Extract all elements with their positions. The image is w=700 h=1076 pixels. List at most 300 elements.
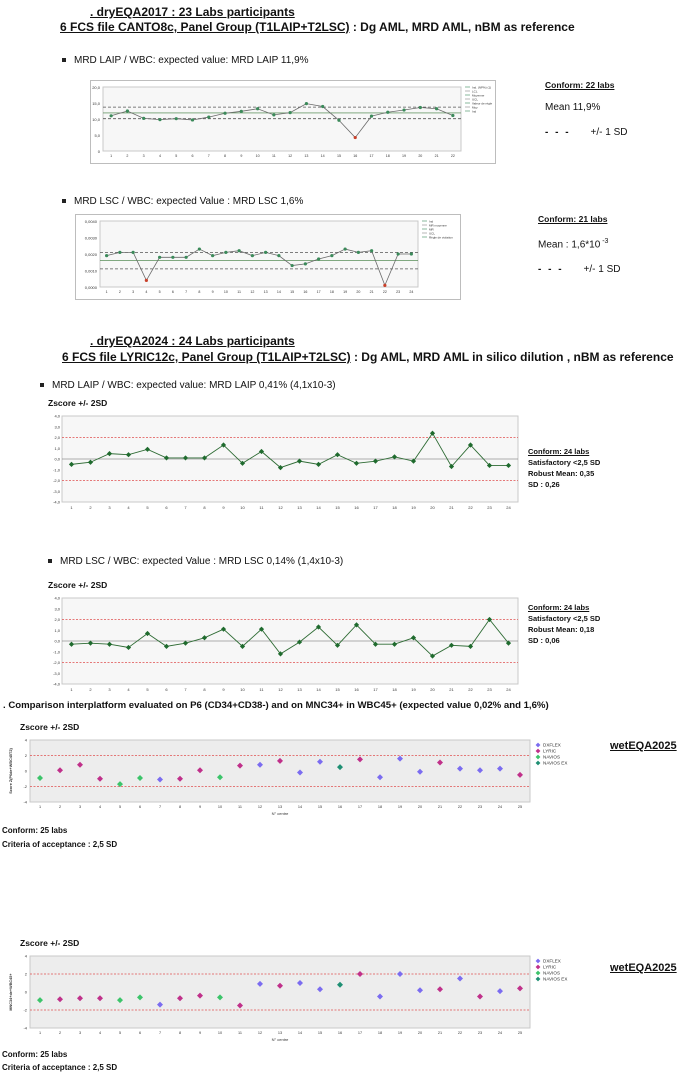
data-point [370,115,373,118]
data-point [145,279,148,282]
x-tick-label: 7 [158,805,162,809]
x-tick-label: 19 [402,154,407,158]
x-tick-label: 14 [320,154,325,158]
x-tick-label: 10 [217,805,223,809]
x-tick-label: 2 [89,505,92,510]
x-tick-label: 13 [297,687,302,692]
x-tick-label: 16 [303,290,308,294]
satisfactory-label: Satisfactory <2,5 SD [528,614,601,623]
x-tick-label: 9 [211,290,214,294]
x-tick-label: 8 [198,290,201,294]
x-tick-label: 25 [517,805,523,809]
x-tick-label: 12 [288,154,293,158]
data-point [132,251,135,254]
plot-area [30,740,530,802]
section1-bullet1 [62,55,309,66]
sd-legend [538,264,621,275]
mean-exp: -3 [600,238,609,245]
x-tick-label: 13 [277,805,283,809]
x-tick-label: 9 [240,154,243,158]
chart-wet-p6 [2,736,580,820]
x-tick-label: 13 [263,290,268,294]
data-point [357,251,360,254]
x-tick-label: 18 [377,805,383,809]
x-tick-label: 1 [38,805,42,809]
y-tick-label: -3,0 [53,488,60,494]
criteria-label: Criteria of acceptance : 2,5 SD [2,1063,118,1072]
sd-label: SD : 0,06 [528,636,560,645]
x-tick-label: 9 [222,505,225,510]
x-tick-label: 16 [354,505,359,510]
data-point [383,284,386,287]
x-tick-label: 5 [118,805,122,809]
legend-label: NAVIOS EX [543,760,568,766]
y-tick-label: -2,0 [53,478,60,483]
x-tick-label: 19 [411,505,416,510]
bullet-text: MRD LSC / WBC: expected Value : MRD LSC 0,14% (1,4x10-3) [60,556,344,567]
x-tick-label: 8 [178,805,182,809]
x-tick-label: 18 [329,290,334,294]
y-tick-label: 1,0 [54,627,60,633]
y-tick-label: 0,0040 [84,219,97,224]
x-tick-label: 3 [78,805,82,809]
mean-text: Mean : 1,6*10 [538,239,601,251]
y-tick-label: -4 [23,1025,27,1031]
x-tick-label: 1 [105,290,108,294]
side-1-2 [538,214,621,275]
x-tick-label: 24 [497,805,503,809]
x-tick-label: 6 [138,1031,142,1035]
y-tick-label: 2,0 [54,435,60,440]
x-tick-label: 8 [178,1031,182,1035]
x-tick-label: 9 [222,687,225,692]
legend-label: Ind. (NP%) (1) [472,85,492,90]
x-tick-label: 3 [108,505,111,510]
data-point [238,249,241,252]
y-tick-label: 20,0 [92,85,100,90]
legend-label: MR [429,227,434,232]
x-tick-label: 19 [397,1031,403,1035]
x-tick-label: 6 [191,154,194,158]
y-tick-label: 0 [97,149,100,154]
x-tick-label: 17 [373,505,378,510]
data-point [185,256,188,259]
x-tick-label: 16 [353,154,358,158]
x-tick-label: 1 [70,505,73,510]
x-tick-label: 3 [142,154,145,158]
x-tick-label: 21 [449,505,454,510]
satisfactory-label: Satisfactory <2,5 SD [528,458,601,467]
section1-subtitle-underlined: 6 FCS file CANTO8c, Panel Group (T1LAIP+T2LSC) [60,20,350,34]
x-tick-label: 16 [354,687,359,692]
x-tick-label: 12 [278,687,283,692]
y-tick-label: 0 [24,989,27,995]
legend-label: Règle de violation [429,235,453,240]
bullet-text: MRD LAIP / WBC: expected value: MRD LAIP 11,9% [74,55,309,66]
bullet-dot [62,58,66,62]
legend-swatch [536,755,541,760]
criteria-label: Criteria of acceptance : 2,5 SD [2,840,118,849]
legend-label: UCL [429,231,436,236]
x-tick-label: 23 [487,687,492,692]
x-tick-label: 13 [297,505,302,510]
x-tick-label: 11 [259,505,264,510]
legend-label: Valeur de règle [472,101,493,106]
y-tick-label: -4,0 [53,499,60,505]
x-tick-label: 24 [506,687,511,692]
x-tick-label: 7 [207,154,210,158]
section2-bullet1 [40,380,336,391]
legend-label: NAVIOS [543,754,561,760]
x-tick-label: 4 [98,1031,102,1035]
x-tick-label: 19 [397,805,403,809]
x-tick-label: 22 [450,154,455,158]
legend-swatch [536,971,541,976]
chart-laip-2024 [48,412,520,512]
y-tick-label: 5,0 [94,133,100,138]
legend-label: Moy [472,105,478,110]
x-tick-label: 22 [468,505,473,510]
data-point [402,108,405,111]
x-tick-label: 9 [198,1031,202,1035]
bullet-text: MRD LAIP / WBC: expected value: MRD LAIP 0,41% (4,1x10-3) [52,380,336,391]
data-point [386,111,389,114]
y-tick-label: -1,0 [53,467,60,473]
conform-label: Conform: 21 labs [538,214,608,224]
sd-legend [545,127,628,138]
x-tick-label: 11 [238,805,242,809]
y-tick-label: 4,0 [54,413,60,419]
y-tick-label: 0 [24,768,27,774]
data-point [317,257,320,260]
section1-subtitle [60,20,575,34]
x-tick-label: 23 [477,1031,483,1035]
data-point [305,102,308,105]
x-tick-label: 19 [411,687,416,692]
data-point [291,264,294,267]
legend-label: LCL [472,89,478,94]
x-tick-label: 9 [198,805,202,809]
x-tick-label: 7 [184,505,187,510]
chart-laip-2017 [90,80,496,164]
conform-label: Conform: 24 labs [528,603,590,612]
side-1-1 [545,80,628,138]
data-point [344,247,347,250]
data-point [171,256,174,259]
x-tick-label: 2 [58,1031,62,1035]
x-tick-label: 8 [224,154,227,158]
conform-label: Conform: 25 labs [2,1050,68,1059]
x-tick-label: 14 [276,290,281,294]
legend-swatch [536,965,541,970]
x-tick-label: 1 [70,687,73,692]
zscore-label: Zscore +/- 2SD [20,938,80,948]
y-tick-label: 2 [24,971,27,977]
y-tick-label: 0,0010 [84,268,97,274]
x-tick-label: 4 [127,687,130,692]
y-tick-label: 4 [24,953,27,959]
x-tick-label: 3 [78,1031,82,1035]
x-tick-label: 21 [369,290,374,294]
x-tick-label: 18 [392,687,397,692]
sd-dash: - - - [538,264,564,276]
data-point [110,114,113,117]
data-point [370,249,373,252]
data-point [397,252,400,255]
legend-swatch [536,749,541,754]
zscore-label: Zscore +/- 2SD [48,398,108,408]
data-point [289,111,292,114]
section2-subtitle-rest: : Dg AML, MRD AML in silico dilution , nBM as reference [350,350,674,364]
legend-label: Ind [429,219,434,224]
x-tick-label: 17 [369,154,374,158]
x-tick-label: 10 [255,154,260,158]
legend-label: MR moyenne [429,223,447,228]
x-tick-label: 5 [118,1031,122,1035]
x-tick-label: 2 [89,687,92,692]
section2-subtitle [62,350,674,364]
x-tick-label: 22 [457,805,463,809]
x-tick-label: 4 [98,805,102,809]
x-tick-label: 4 [127,505,130,510]
y-tick-label: 10,0 [92,117,100,122]
data-point [142,117,145,120]
y-tick-label: 3,0 [54,424,60,430]
x-tick-label: 11 [237,290,241,294]
x-tick-label: 20 [430,505,435,510]
x-tick-label: 12 [257,1031,263,1035]
x-tick-label: 20 [356,290,361,294]
x-tick-label: 17 [357,1031,363,1035]
x-tick-label: 25 [517,1031,523,1035]
plot-area [30,956,530,1028]
x-tick-label: 5 [158,290,161,294]
x-tick-label: 7 [158,1031,162,1035]
y-tick-label: 0,0 [54,456,60,462]
x-tick-label: 6 [165,505,168,510]
data-point [211,254,214,257]
x-tick-label: 18 [385,154,390,158]
x-tick-label: 21 [434,154,439,158]
data-point [126,109,129,112]
x-tick-label: 4 [158,154,161,158]
x-tick-label: 2 [58,805,62,809]
y-tick-label: 2 [24,753,27,758]
x-tick-label: 3 [108,687,111,692]
legend-label: NAVIOS EX [543,976,568,982]
x-tick-label: 23 [477,805,483,809]
x-tick-label: 14 [316,687,321,692]
data-point [240,110,243,113]
data-point [256,107,259,110]
conform-label: Conform: 22 labs [545,80,615,90]
sd-label: SD : 0,26 [528,480,560,489]
x-tick-label: 22 [457,1031,463,1035]
x-tick-label: 5 [175,154,178,158]
x-tick-label: 18 [377,1031,383,1035]
sd-text: +/- 1 SD [583,264,621,276]
x-tick-label: 12 [278,505,283,510]
x-tick-label: 10 [240,505,245,510]
x-tick-label: 7 [185,290,188,294]
data-point [223,112,226,115]
x-tick-label: 23 [396,290,401,294]
section2-bullet2 [48,556,343,567]
bullet-dot [62,199,66,203]
sd-text: +/- 1 SD [590,127,628,138]
section1-bullet2 [62,196,303,207]
x-tick-label: 7 [184,687,187,692]
bullet-text: MRD LSC / WBC: expected Value : MRD LSC 1,6% [74,196,304,207]
data-point [354,136,357,139]
y-tick-label: 2,0 [54,617,60,622]
mean-label: Mean 11,9% [545,102,601,113]
y-tick-label: -4,0 [53,681,60,687]
x-tick-label: 18 [392,505,397,510]
x-tick-label: 21 [449,687,454,692]
mean-label [538,238,621,250]
x-tick-label: 24 [506,505,511,510]
y-tick-label: 1,0 [54,445,60,451]
x-tick-label: 16 [337,1031,343,1035]
x-tick-label: 8 [203,505,206,510]
robust-mean-label: Robust Mean: 0,35 [528,469,595,478]
legend-label: NAVIOS [543,970,561,976]
x-tick-label: 13 [277,1031,283,1035]
x-tick-label: 21 [437,1031,443,1035]
data-point [321,105,324,108]
section2-title: . dryEQA2024 : 24 Labs participants [90,334,295,348]
x-tick-label: 11 [271,154,276,158]
legend-label: LYRIC [543,748,557,754]
data-point [264,251,267,254]
data-point [158,256,161,259]
x-tick-label: 15 [335,505,340,510]
x-tick-label: 20 [418,154,423,158]
data-point [224,251,227,254]
x-tick-label: 22 [468,687,473,692]
x-tick-label: 17 [373,687,378,692]
chart-lsc-2024 [48,594,520,694]
y-tick-label: -3,0 [53,670,60,676]
x-tick-label: 17 [316,290,321,294]
section1-title: . dryEQA2017 : 23 Labs participants [90,5,295,19]
x-tick-label: 5 [146,505,149,510]
y-tick-label: 4 [24,737,27,743]
y-tick-label: 4,0 [54,595,60,601]
y-tick-label: 0,0020 [84,252,97,257]
zscore-label: Zscore +/- 2SD [48,580,108,590]
y-tick-label: -2 [23,1007,27,1013]
section3-title: . Comparison interplatform evaluated on P6 (CD34+CD38-) and on MNC34+ in WBC45+ (expected value 0,02% and 1,6%) [3,700,549,711]
data-point [304,262,307,265]
x-tick-label: 1 [38,1031,42,1035]
data-point [451,114,454,117]
x-tick-label: 5 [146,687,149,692]
y-tick-label: 3,0 [54,606,60,612]
legend-swatch [536,977,541,982]
legend-label: Ind [472,109,477,114]
x-tick-label: 17 [357,805,363,809]
section2-subtitle-underlined: 6 FCS file LYRIC12c, Panel Group (T1LAIP+T2LSC) [62,350,351,364]
y-tick-label: -2,0 [53,660,60,665]
x-tick-label: 15 [336,154,341,158]
x-tick-label: 4 [145,290,148,294]
legend-swatch [536,743,541,748]
x-tick-label: 14 [316,505,321,510]
x-tick-label: 22 [382,290,387,294]
wet-eqa-label: wetEQA2025 [610,740,677,752]
x-tick-label: 14 [297,805,303,809]
x-tick-label: 20 [430,687,435,692]
y-tick-label: -4 [23,799,27,805]
x-tick-label: 6 [138,805,142,809]
x-tick-label: 2 [126,154,129,158]
bullet-dot [48,559,52,563]
x-axis-label: N° centre [271,1037,289,1042]
legend-swatch [536,761,541,766]
data-point [158,118,161,121]
wet-eqa-label: wetEQA2025 [610,962,677,974]
y-axis-label: Score Z(P6de+WBC45T2) [9,748,13,794]
y-tick-label: -1,0 [53,649,60,655]
x-tick-label: 6 [165,687,168,692]
data-point [272,113,275,116]
data-point [330,254,333,257]
legend-label: LYRIC [543,964,557,970]
x-tick-label: 15 [335,687,340,692]
x-tick-label: 1 [110,154,113,158]
y-tick-label: 0,0 [54,638,60,644]
x-tick-label: 15 [290,290,295,294]
x-tick-label: 8 [203,687,206,692]
x-tick-label: 12 [257,805,263,809]
data-point [410,252,413,255]
x-tick-label: 15 [317,805,323,809]
y-tick-label: 0,0030 [84,235,97,241]
robust-mean-label: Robust Mean: 0,18 [528,625,595,634]
x-tick-label: 10 [217,1031,223,1035]
data-point [207,115,210,118]
x-tick-label: 21 [437,805,443,809]
y-tick-label: 15,0 [92,101,100,106]
x-tick-label: 13 [304,154,309,158]
y-tick-label: -2 [23,784,27,789]
conform-label: Conform: 24 labs [528,447,590,456]
legend-swatch [536,959,541,964]
legend-label: UCL [472,97,479,102]
data-point [435,107,438,110]
y-axis-label: MNC34+de+WBC45+ [9,973,13,1011]
section1-subtitle-rest: : Dg AML, MRD AML, nBM as reference [349,20,575,34]
sd-dash: - - - [545,127,571,138]
x-tick-label: 20 [417,1031,423,1035]
legend-label: DXFLEX [543,958,561,964]
x-tick-label: 20 [417,805,423,809]
data-point [175,117,178,120]
x-tick-label: 10 [240,687,245,692]
x-tick-label: 14 [297,1031,303,1035]
chart-wet-mnc [2,952,580,1046]
zscore-label: Zscore +/- 2SD [20,722,80,732]
side-2-1 [528,446,600,490]
x-tick-label: 24 [497,1031,503,1035]
data-point [251,254,254,257]
x-tick-label: 6 [171,290,174,294]
data-point [419,106,422,109]
x-tick-label: 16 [337,805,343,809]
x-tick-label: 11 [259,687,264,692]
